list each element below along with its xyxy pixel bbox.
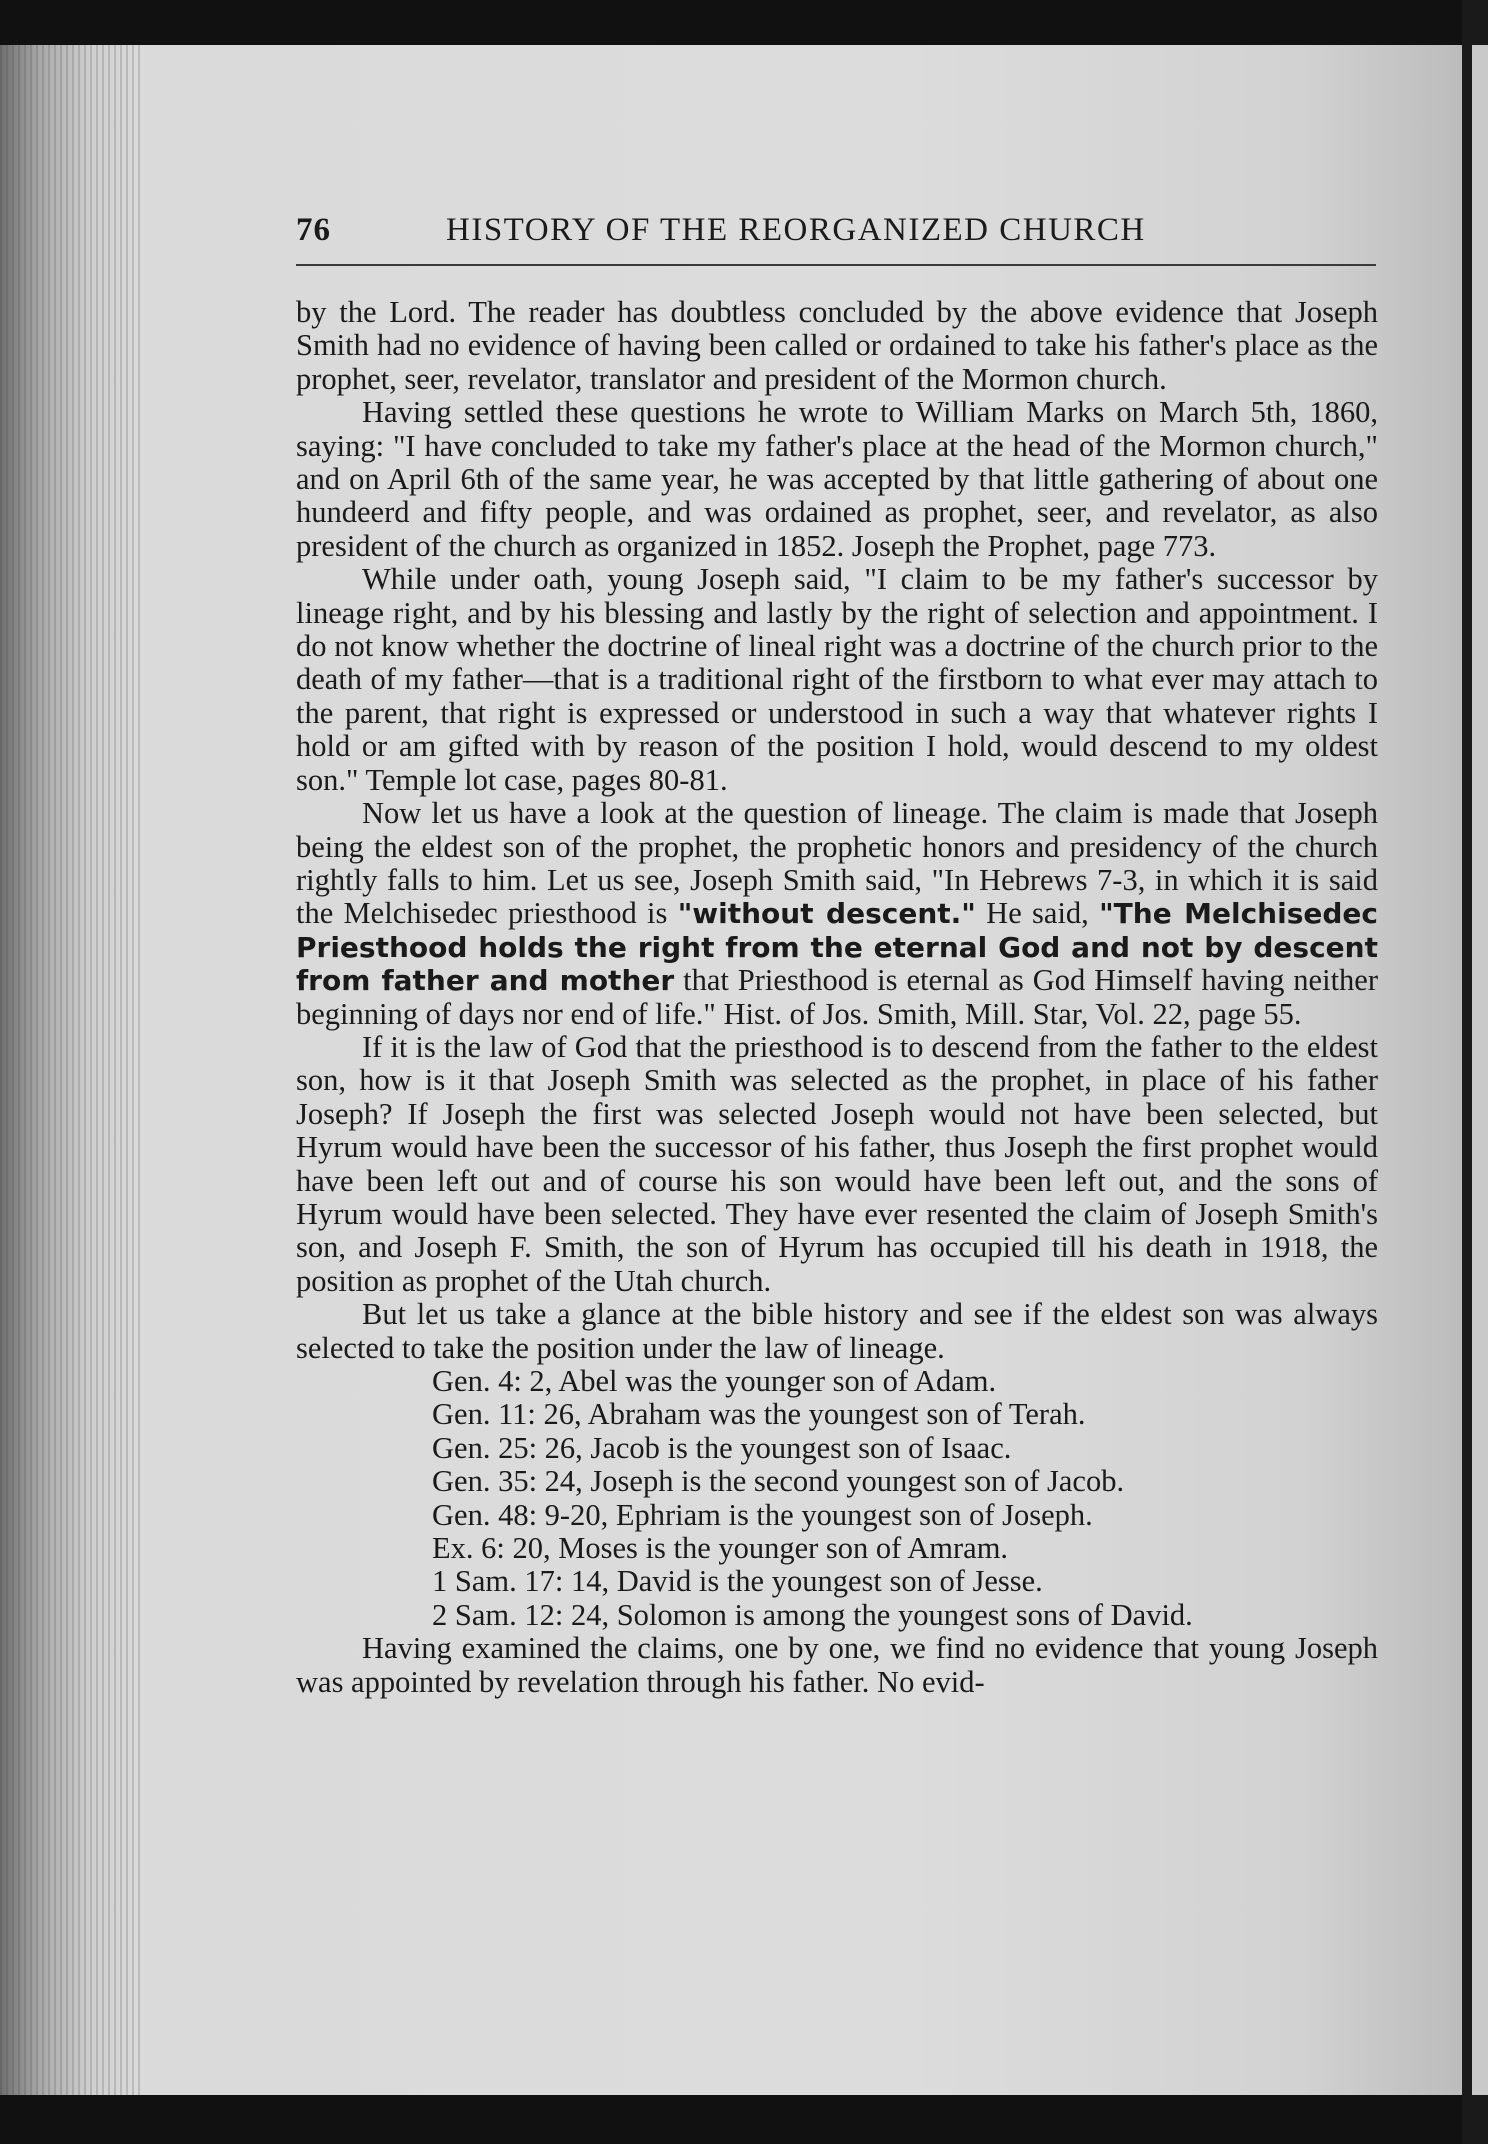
text-run: that Priesthood is eternal as God Himself having neither beginning of days nor end of life." Hist. of Jos. Smith, Mill. Star, Vol. 22, page 55.	[296, 963, 1378, 1031]
text-run: He said,	[975, 896, 1100, 931]
reference-item: Gen. 35: 24, Joseph is the second youngest son of Jacob.	[432, 1464, 1125, 1499]
reference-item: Gen. 25: 26, Jacob is the youngest son of Isaac.	[432, 1430, 1012, 1465]
reference-item: Gen. 48: 9-20, Ephriam is the youngest son of Joseph.	[432, 1497, 1093, 1532]
reference-item: Gen. 11: 26, Abraham was the youngest son of Terah.	[432, 1397, 1086, 1432]
paragraph: If it is the law of God that the priesthood is to descend from the father to the eldest son, how is it that Joseph Smith was selected as the prophet, in place of his father Joseph? If Joseph the first was selected Joseph would not have been selected, but Hyrum would have been the successor of his father, thus Joseph the first prophet would have been left out and of course his son would have been left out, and the sons of Hyrum would have been selected. They have ever resented the claim of Joseph Smith's son, and Joseph F. Smith, the son of Hyrum has occupied till his death in 1918, the position as prophet of the Utah church.	[296, 1029, 1378, 1298]
paragraph: by the Lord. The reader has doubtless concluded by the above evidence that Joseph Smith had no evidence of having been called or ordained to take his father's place as the prophet, seer, revelator, translator and president of the Mormon church.	[296, 295, 1378, 396]
page-edges	[0, 45, 140, 2095]
running-title: HISTORY OF THE REORGANIZED CHURCH	[446, 212, 1146, 248]
reference-item: 1 Sam. 17: 14, David is the youngest son of Jesse.	[432, 1564, 1043, 1599]
paragraph: Having settled these questions he wrote to William Marks on March 5th, 1860, saying: "I have concluded to take my father's place at the head of the Mormon church," and on April 6th of the same year, he was accepted by that little gathering of about one hundeerd and fifty people, and was ordained as prophet, seer, and revelator, as also president of the church as organized in 1852. Joseph the Prophet, page 773.	[296, 395, 1378, 563]
bold-quote: "without descent."	[677, 897, 976, 931]
bold-quote: "The Melchisedec Priesthood holds the right from the eternal God and not by descent from father and mother	[296, 897, 1378, 998]
text-run: Now let us have a look at the question of lineage. The claim is made that Joseph being the eldest son of the prophet, the prophetic honors and presidency of the church rightly falls to him. Let us see, Joseph Smith said, "In Hebrews 7-3, in which it is said the Melchisedec priesthood is	[296, 796, 1378, 931]
reference-item: Gen. 4: 2, Abel was the younger son of Adam.	[432, 1364, 997, 1398]
next-page-edge	[1472, 45, 1488, 2095]
paragraph: Having examined the claims, one by one, we find no evidence that young Joseph was appointed by revelation through his father. No evid-	[296, 1631, 1378, 1699]
running-header	[296, 212, 1376, 262]
page-number: 76	[296, 212, 331, 248]
reference-item: Ex. 6: 20, Moses is the younger son of Amram.	[432, 1531, 1009, 1566]
scripture-references	[296, 1365, 1378, 1632]
paragraph: While under oath, young Joseph said, "I claim to be my father's successor by lineage right, and by his blessing and lastly by the right of selection and appointment. I do not know whether the doctrine of lineal right was a doctrine of the church prior to the death of my father—that is a traditional right of the firstborn to what ever may attach to the parent, that right is expressed or understood in such a way that whatever rights I hold or am gifted with by reason of the position I hold, would descend to my oldest son." Temple lot case, pages 80-81.	[296, 562, 1378, 797]
paragraph: But let us take a glance at the bible history and see if the eldest son was always selected to take the position under the law of lineage.	[296, 1297, 1378, 1365]
header-rule	[296, 264, 1376, 266]
reference-item: 2 Sam. 12: 24, Solomon is among the youngest sons of David.	[432, 1597, 1193, 1632]
body-text	[296, 296, 1378, 1699]
paragraph	[296, 797, 1378, 1031]
